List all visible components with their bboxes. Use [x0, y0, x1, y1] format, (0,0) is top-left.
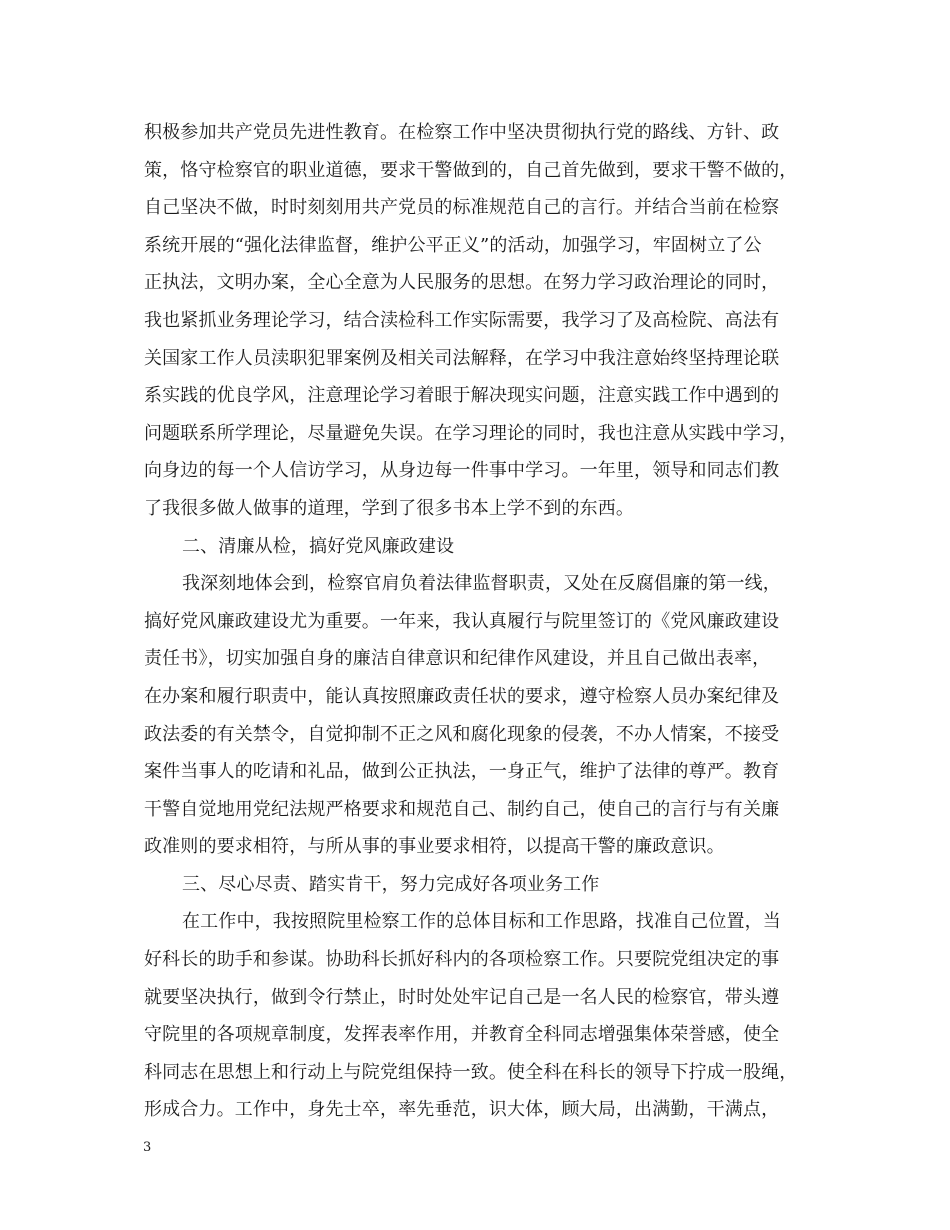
text-line: 问题联系所学理论，尽量避免失误。在学习理论的同时，我也注意从实践中学习， — [144, 422, 798, 444]
text-line: 形成合力。工作中，身先士卒，率先垂范，识大体，顾大局，出满勤，干满点， — [144, 1099, 780, 1121]
text-line: 干警自觉地用党纪法规严格要求和规范自己、制约自己，使自己的言行与有关廉 — [144, 798, 780, 820]
text-line: 在工作中，我按照院里检察工作的总体目标和工作思路，找准自己位置，当 — [182, 911, 781, 933]
text-line: 科同志在思想上和行动上与院党组保持一致。使全科在科长的领导下拧成一股绳， — [144, 1061, 798, 1083]
text-line: 政法委的有关禁令，自觉抑制不正之风和腐化现象的侵袭，不办人情案，不接受 — [144, 723, 780, 745]
text-line: 正执法，文明办案，全心全意为人民服务的思想。在努力学习政治理论的同时， — [144, 272, 780, 294]
text-line: 系统开展的“强化法律监督，维护公平正义”的活动，加强学习，牢固树立了公 — [144, 234, 762, 256]
text-line: 策，恪守检察官的职业道德，要求干警做到的，自己首先做到，要求干警不做的， — [144, 159, 798, 181]
text-line: 向身边的每一个人信访学习，从身边每一件事中学习。一年里，领导和同志们教 — [144, 460, 780, 482]
text-line: 案件当事人的吃请和礼品，做到公正执法，一身正气，维护了法律的尊严。教育 — [144, 761, 780, 783]
text-line: 就要坚决执行，做到令行禁止，时时处处牢记自己是一名人民的检察官，带头遵 — [144, 986, 780, 1008]
text-line: 我也紧抓业务理论学习，结合渎检科工作实际需要，我学习了及高检院、高法有 — [144, 309, 780, 331]
text-line: 系实践的优良学风，注意理论学习着眼于解决现实问题，注意实践工作中遇到的 — [144, 385, 780, 407]
text-line: 了我很多做人做事的道理，学到了很多书本上学不到的东西。 — [144, 497, 635, 519]
text-line: 二、清廉从检，搞好党风廉政建设 — [182, 535, 455, 557]
text-line: 搞好党风廉政建设尤为重要。一年来，我认真履行与院里签订的《党风廉政建设 — [144, 610, 780, 632]
text-line: 在办案和履行职责中，能认真按照廉政责任状的要求，遵守检察人员办案纪律及 — [144, 685, 780, 707]
document-body — [144, 114, 810, 1129]
page-number: 3 — [143, 1140, 152, 1155]
text-line: 自己坚决不做，时时刻刻用共产党员的标准规范自己的言行。并结合当前在检察 — [144, 197, 780, 219]
text-line: 守院里的各项规章制度，发挥表率作用，并教育全科同志增强集体荣誉感，使全 — [144, 1024, 780, 1046]
text-line: 我深刻地体会到，检察官肩负着法律监督职责，又处在反腐倡廉的第一线， — [182, 573, 781, 595]
text-line: 好科长的助手和参谋。协助科长抓好科内的各项检察工作。只要院党组决定的事 — [144, 949, 780, 971]
text-line: 积极参加共产党员先进性教育。在检察工作中坚决贯彻执行党的路线、方针、政 — [144, 122, 780, 143]
text-line: 关国家工作人员渎职犯罪案例及相关司法解释，在学习中我注意始终坚持理论联 — [144, 347, 780, 369]
text-line: 责任书》，切实加强自身的廉洁自律意识和纪律作风建设，并且自己做出表率， — [144, 648, 771, 670]
text-line: 三、尽心尽责、踏实肯干，努力完成好各项业务工作 — [182, 873, 600, 895]
text-line: 政准则的要求相符，与所从事的事业要求相符，以提高干警的廉政意识。 — [144, 836, 725, 858]
